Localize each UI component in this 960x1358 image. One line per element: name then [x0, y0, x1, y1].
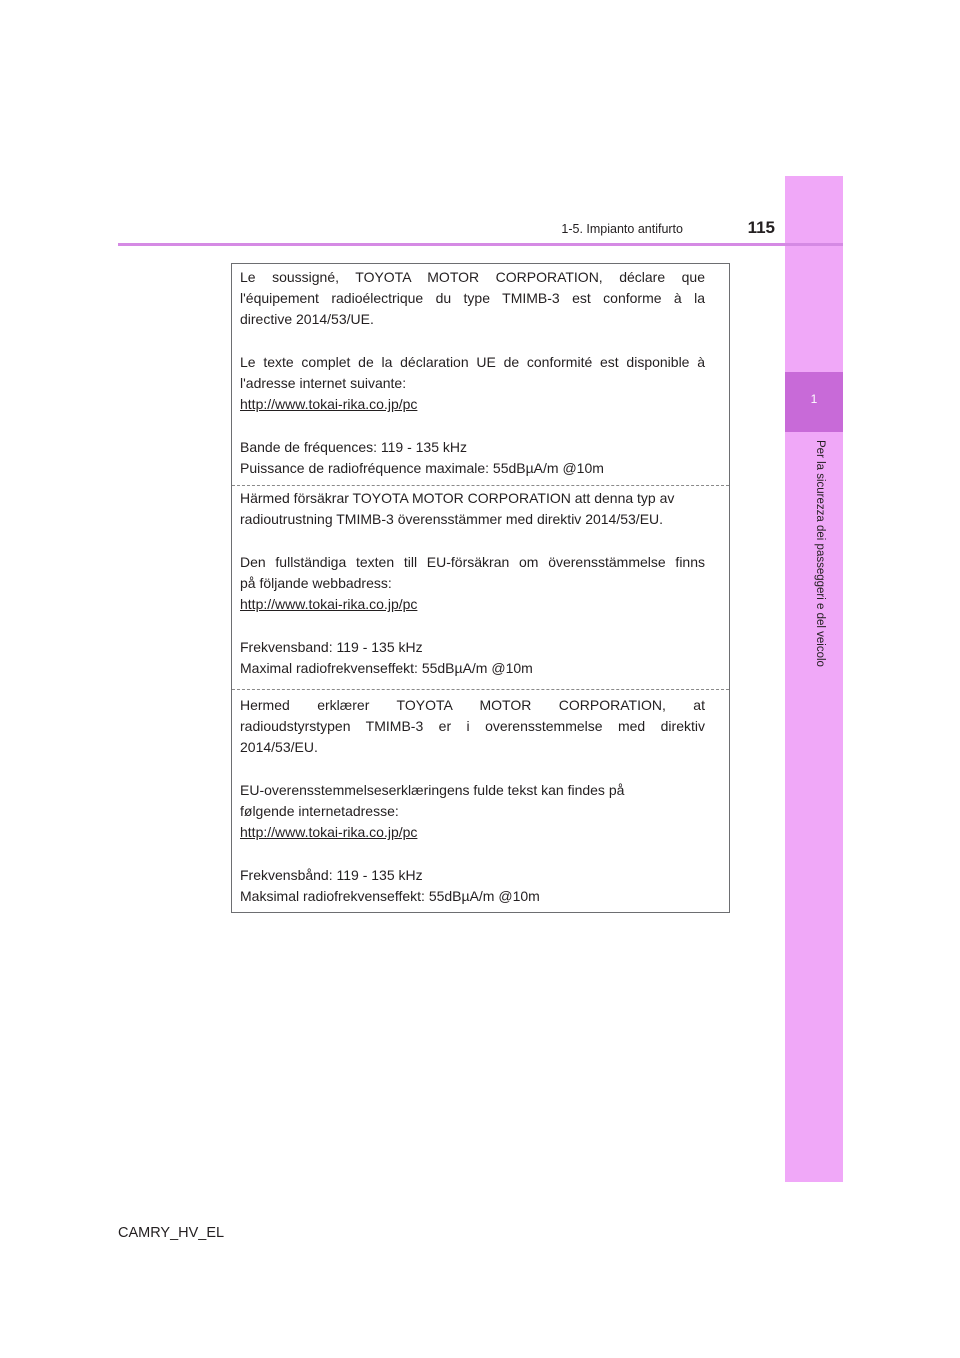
frequency-band: Frekvensband: 119 - 135 kHz: [240, 639, 423, 655]
section-title: 1-5. Impianto antifurto: [561, 222, 683, 236]
text-line: Den fullständiga texten till EU-försäkran om överensstämmelse finns: [240, 554, 705, 570]
decl-line: Le soussigné, TOYOTA MOTOR CORPORATION, déclare que: [240, 269, 705, 285]
declaration-box: [231, 263, 730, 913]
text-line: Le texte complet de la déclaration UE de conformité est disponible à: [240, 354, 705, 370]
document-code: CAMRY_HV_EL: [118, 1225, 225, 1241]
decl-line: l'équipement radioélectrique du type TMIMB-3 est conforme à la: [240, 290, 705, 306]
text-line: l'adresse internet suivante:: [240, 375, 407, 391]
text-line: på följande webbadress:: [240, 575, 392, 591]
max-power: Maksimal radiofrekvenseffekt: 55dBµA/m @10m: [240, 888, 540, 904]
decl-line: 2014/53/EU.: [240, 739, 318, 755]
declaration-section-sv: [240, 488, 705, 679]
decl-line: Härmed försäkrar TOYOTA MOTOR CORPORATION att denna typ av: [240, 490, 675, 506]
declaration-section-fr: [240, 267, 705, 479]
declaration-link[interactable]: http://www.tokai-rika.co.jp/pc: [240, 596, 418, 612]
section-divider: [232, 689, 729, 690]
decl-line: Hermed erklærer TOYOTA MOTOR CORPORATION, at: [240, 697, 705, 713]
text-line: EU-overensstemmelseserklæringens fulde tekst kan findes på: [240, 782, 625, 798]
max-power: Maximal radiofrekvenseffekt: 55dBµA/m @10m: [240, 660, 533, 676]
frequency-band: Frekvensbånd: 119 - 135 kHz: [240, 867, 423, 883]
decl-line: directive 2014/53/UE.: [240, 311, 374, 327]
frequency-band: Bande de fréquences: 119 - 135 kHz: [240, 439, 468, 455]
chapter-label: Per la sicurezza dei passeggeri e del veicolo: [814, 440, 826, 667]
page-number: 115: [747, 218, 775, 237]
declaration-section-da: [240, 695, 705, 907]
header-rule: [118, 243, 843, 246]
text-line: følgende internetadresse:: [240, 803, 399, 819]
decl-line: radioutrustning TMIMB-3 överensstämmer med direktiv 2014/53/EU.: [240, 511, 664, 527]
declaration-link[interactable]: http://www.tokai-rika.co.jp/pc: [240, 396, 418, 412]
decl-line: radioudstyrstypen TMIMB-3 er i overensstemmelse med direktiv: [240, 718, 705, 734]
declaration-link[interactable]: http://www.tokai-rika.co.jp/pc: [240, 824, 418, 840]
max-power: Puissance de radiofréquence maximale: 55dBµA/m @10m: [240, 460, 604, 476]
chapter-number: 1: [810, 392, 818, 406]
section-divider: [232, 485, 729, 486]
